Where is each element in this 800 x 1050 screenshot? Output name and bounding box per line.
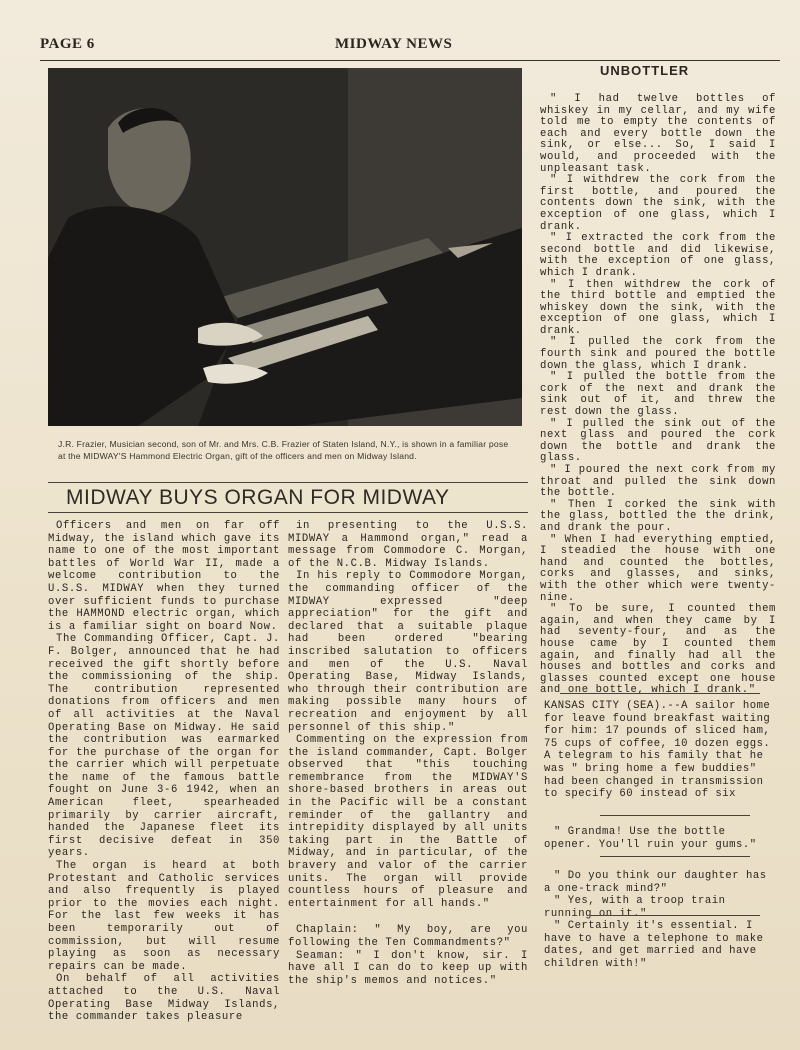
paragraph: The Commanding Officer, Capt. J. F. Bolger, announced that he had received the gift shortly before the commissioning of the ship. The contribution represented donations from officers and men of all activities at the Naval Operating Base on Midway. He said the contribution was earmarked for the purchase of the organ for the carrier which will perpetuate the name of the famous battle fought on June 3-6 1942, when an American fleet, spearheaded primarily by carrier aircraft, handed the Japanese fleet its first decisive defeat in 350 years. — [48, 633, 280, 860]
paragraph: On behalf of all activities attached to the U.S. Naval Operating Base Midway Islands, the commander takes pleasure — [48, 973, 280, 1024]
paragraph: " I pulled the cork from the fourth sink and poured the bottle down the glass, which I drank. — [540, 336, 776, 372]
chaplain-joke-line: Chaplain: " My boy, are you following the Ten Commandments?" — [288, 924, 528, 949]
paragraph: Commenting on the expression from the island commander, Capt. Bolger observed that "this touching remembrance from the MIDWAY'S shore-based brothers in areas out in the Pacific will be a constant reminder of the gallantry and intrepidity displayed by all units taking part in the Battle of Midway, and in particular, of the bravery and valor of the carrier units. The organ will provide countless hours of pleasure and entertainment for all hands." — [288, 734, 528, 910]
paragraph: " To be sure, I counted them again, and when they came by I had seventy-four, and as the house came by I counted them again, and finally had all the houses and bottles and corks and glasses counted except one house and one bottle, which I drank." — [540, 603, 776, 697]
daughter-joke — [544, 870, 778, 920]
paragraph: " I withdrew the cork from the first bottle, and poured the contents down the sink, with the exception of one glass, which I drank. — [540, 174, 776, 233]
page-header — [40, 34, 780, 61]
paragraph: The organ is heard at both Protestant and Catholic services and also frequently is played prior to the movies each night. For the last few weeks it has been temporarily out of commission, but will resume playing as soon as necessary repairs can be made. — [48, 860, 280, 973]
divider — [48, 512, 528, 513]
paragraph: " I poured the next cork from my throat and pulled the sink down the bottle. — [540, 464, 776, 500]
paragraph: In his reply to Commodore Morgan, the commanding officer of the MIDWAY expressed "deep appreciation" for the gift and declared that a suitable plaque had been ordered "bearing inscribed salutation to officers and men of the U.S. Naval Operating Base, Midway Islands, who through their contribution are making possible many hours of recreation and enjoyment by all personnel of this ship." — [288, 570, 528, 734]
divider — [560, 693, 760, 694]
divider — [600, 815, 750, 816]
organist-photo — [48, 68, 522, 426]
paragraph: " I extracted the cork from the second bottle and did likewise, with the exception of one glass, which I drank. — [540, 232, 776, 279]
paragraph: " I then withdrew the cork of the third bottle and emptied the whiskey down the sink, with the exception of one glass, which I drank. — [540, 278, 776, 337]
paragraph: " Yes, with a troop train running on it." — [544, 895, 726, 920]
telephone-joke — [544, 920, 778, 970]
paragraph: in presenting to the U.S.S. MIDWAY a Hammond organ," read a message from Commodore C. Morgan, of the N.C.B. Midway Islands. — [288, 520, 528, 570]
paragraph: " Do you think our daughter has a one-track mind?" — [544, 870, 767, 895]
paragraph: " I pulled the bottle from the cork of the next and drank the sink out of it, and threw the rest down the glass. — [540, 371, 776, 419]
unbottler-story — [540, 94, 776, 697]
paragraph: " When I had everything emptied, I steadied the house with one hand and counted the bottles, corks and glasses, and sinks, with the other which were twenty-nine. — [540, 533, 776, 604]
article-column-1 — [48, 520, 280, 1024]
article-column-2 — [288, 520, 528, 987]
page-number: PAGE 6 — [40, 36, 95, 52]
paragraph: Officers and men on far off Midway, the island which gave its name to one of the most important battles of World War II, made a welcome contribution to the U.S.S. MIDWAY when they turned over sufficient funds to purchase the HAMMOND electric organ, which is a familiar sight on board Now. — [48, 520, 280, 633]
divider — [600, 856, 750, 857]
paragraph: " Certainly it's essential. I have to have a telephone to make dates, and get married and have children with!" — [544, 920, 764, 970]
kansas-city-item — [544, 700, 778, 801]
photo-caption: J.R. Frazier, Musician second, son of Mr. and Mrs. C.B. Frazier of Staten Island, N.Y., is shown in a familiar pose at the MIDWAY'S Hammond Electric Organ, gift of the officers and men on Midway Island. — [58, 439, 509, 461]
paragraph: " I had twelve bottles of whiskey in my cellar, and my wife told me to empty the contents of each and every bottle down the sink, or else... So, I said I would, and proceeded with the unpleasant task. — [540, 93, 776, 175]
chaplain-joke-line: Seaman: " I don't know, sir. I have all I can do to keep up with the ship's memos and notices." — [288, 949, 528, 987]
paragraph: " Grandma! Use the bottle opener. You'll ruin your gums." — [544, 826, 757, 851]
paper-title: MIDWAY NEWS — [335, 36, 453, 52]
paragraph: " I pulled the sink out of the next glass and poured the cork down the bottle and drank the glass. — [540, 417, 776, 465]
paragraph: KANSAS CITY (SEA).--A sailor home for leave found breakfast waiting for him: 17 pounds of sliced ham, 75 cups of coffee, 10 dozen eggs. A telegram to his family that he was " bring home a few buddies" had been changed in transmission to specify 60 instead of six — [544, 700, 771, 801]
unbottler-title: UNBOTTLER — [600, 63, 690, 78]
article-headline: MIDWAY BUYS ORGAN FOR MIDWAY — [66, 486, 450, 509]
grandma-joke — [544, 826, 778, 851]
photo-organist-icon — [48, 68, 522, 426]
paragraph: " Then I corked the sink with the glass, bottled the the drink, and drank the pour. — [540, 498, 776, 534]
divider — [590, 915, 760, 916]
divider — [48, 482, 528, 483]
